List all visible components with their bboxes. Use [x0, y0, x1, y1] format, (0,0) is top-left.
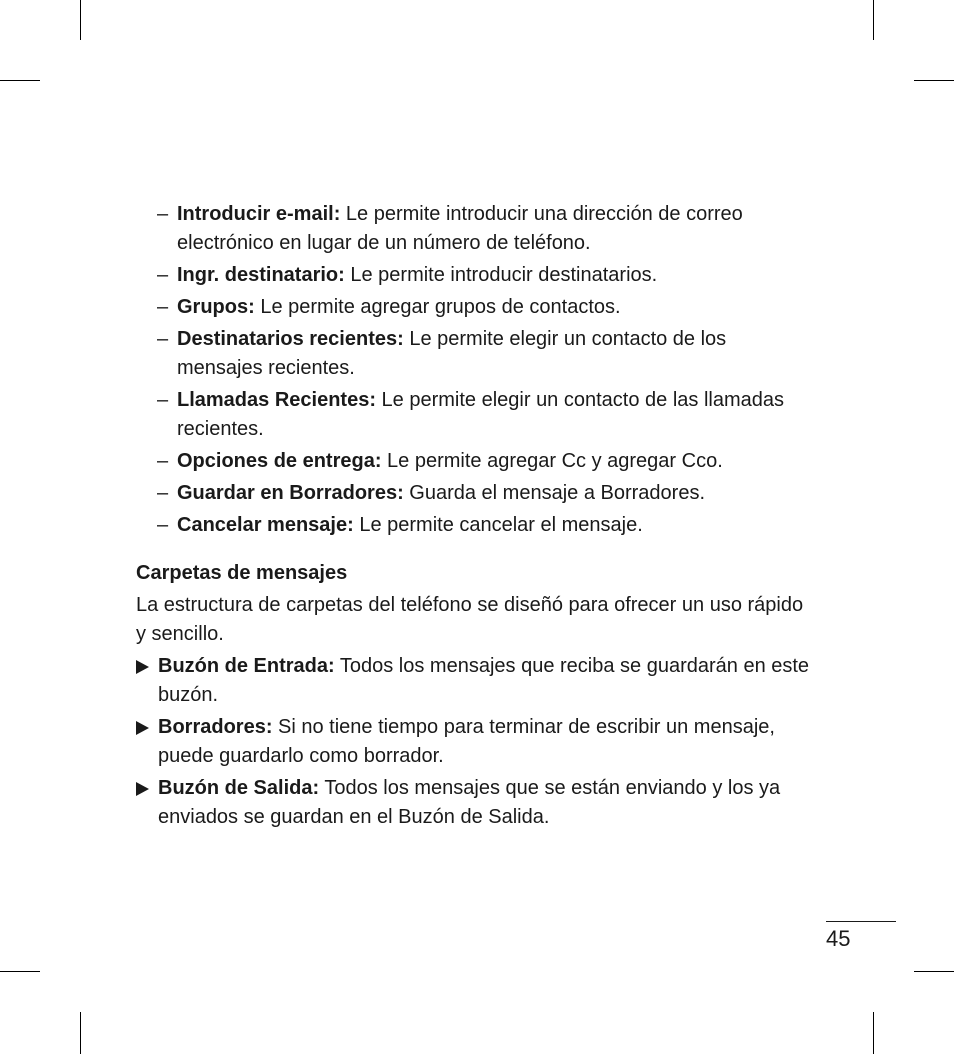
item-text: Todos los mensajes que reciba se guardarán en este buzón. — [158, 655, 810, 706]
item-term: Buzón de Salida: — [158, 777, 320, 799]
item-term: Buzón de Entrada: — [158, 655, 335, 677]
crop-mark — [80, 1012, 81, 1054]
item-text: Guarda el mensaje a Borradores. — [403, 482, 706, 504]
crop-mark — [873, 1012, 874, 1054]
item-term: Guardar en Borradores: — [177, 482, 404, 504]
item-text: Le permite cancelar el mensaje. — [353, 514, 643, 536]
list-item — [157, 293, 817, 322]
item-text: Le permite agregar Cc y agregar Cco. — [381, 450, 723, 472]
item-text: Le permite elegir un contacto de los mensajes recientes. — [177, 328, 727, 379]
item-text: Le permite elegir un contacto de las llamadas recientes. — [177, 389, 784, 440]
list-item — [157, 200, 817, 258]
item-text: Si no tiene tiempo para terminar de escribir un mensaje, puede guardarlo como borrador. — [158, 716, 775, 767]
item-term: Cancelar mensaje: — [177, 514, 354, 536]
list-item — [157, 479, 817, 508]
dash-bullet: – — [157, 389, 169, 411]
crop-mark — [914, 80, 954, 81]
options-list — [157, 200, 817, 543]
crop-mark — [873, 0, 874, 40]
page-number-rule — [826, 921, 896, 922]
item-term: Introducir e-mail: — [177, 203, 341, 225]
item-term: Borradores: — [158, 716, 273, 738]
dash-bullet: – — [157, 264, 169, 286]
dash-bullet: – — [157, 328, 169, 350]
crop-mark — [0, 971, 40, 972]
dash-bullet: – — [157, 203, 169, 225]
item-text: Todos los mensajes que se están enviando y los ya enviados se guardan en el Buzón de Salida. — [158, 777, 781, 828]
arrow-bullet-icon — [136, 721, 149, 735]
item-term: Llamadas Recientes: — [177, 389, 376, 411]
arrow-bullet-icon — [136, 660, 149, 674]
dash-bullet: – — [157, 296, 169, 318]
item-term: Grupos: — [177, 296, 255, 318]
section-intro: La estructura de carpetas del teléfono se diseñó para ofrecer un uso rápido y sencillo. — [136, 594, 804, 645]
crop-mark — [0, 80, 40, 81]
folders-list — [136, 652, 816, 835]
list-item — [157, 447, 817, 476]
item-text: Le permite introducir una dirección de correo electrónico en lugar de un número de teléfono. — [177, 203, 743, 254]
arrow-bullet-icon — [136, 782, 149, 796]
page-number: 45 — [826, 926, 851, 951]
section-heading: Carpetas de mensajes — [136, 562, 348, 584]
crop-mark — [914, 971, 954, 972]
list-item — [136, 652, 816, 710]
item-term: Opciones de entrega: — [177, 450, 382, 472]
list-item — [157, 325, 817, 383]
crop-mark — [80, 0, 81, 40]
dash-bullet: – — [157, 482, 169, 504]
list-item — [136, 713, 816, 771]
list-item — [157, 511, 817, 540]
list-item — [157, 386, 817, 444]
list-item — [157, 261, 817, 290]
item-text: Le permite introducir destinatarios. — [344, 264, 658, 286]
item-term: Destinatarios recientes: — [177, 328, 404, 350]
item-term: Ingr. destinatario: — [177, 264, 345, 286]
item-text: Le permite agregar grupos de contactos. — [254, 296, 621, 318]
dash-bullet: – — [157, 450, 169, 472]
dash-bullet: – — [157, 514, 169, 536]
list-item — [136, 774, 816, 832]
